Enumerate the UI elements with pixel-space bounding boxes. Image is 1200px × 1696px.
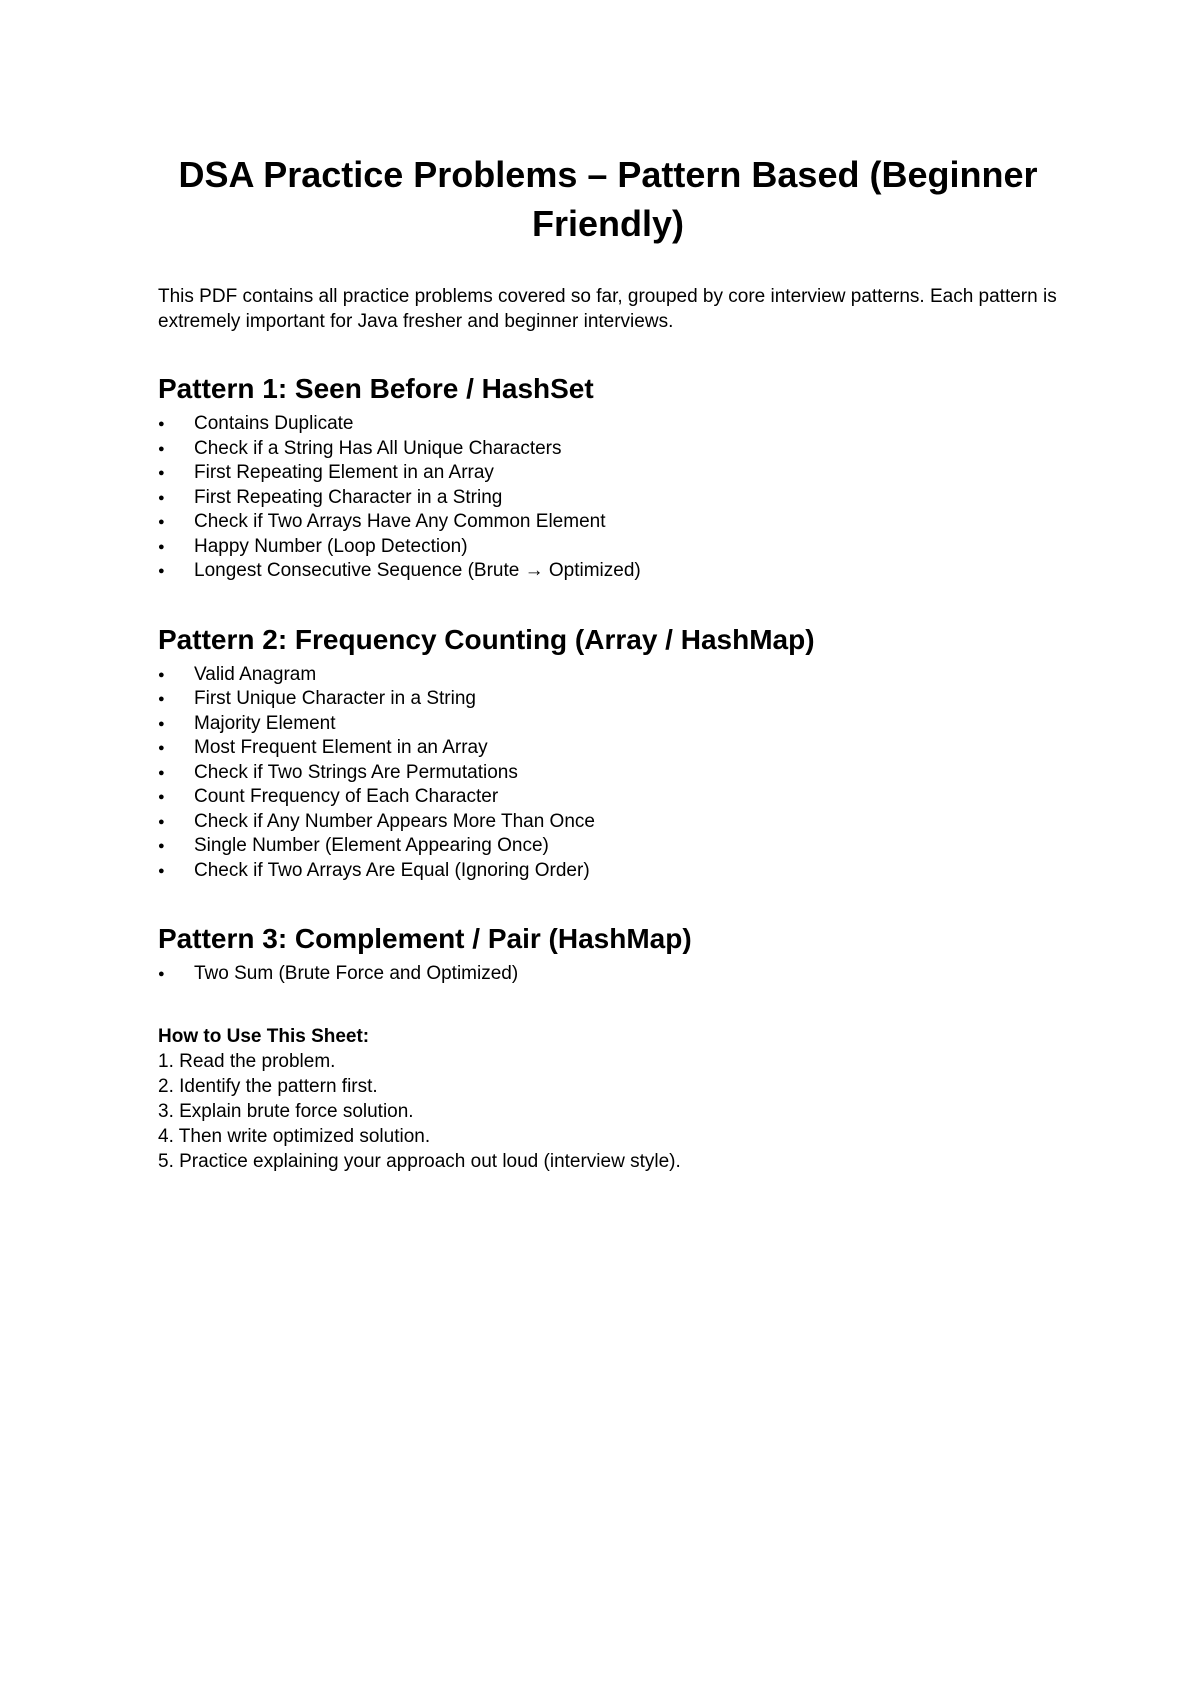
howto-step: 2. Identify the pattern first. — [158, 1075, 378, 1097]
list-item — [158, 412, 1058, 437]
bullet-icon: ● — [158, 766, 165, 779]
list-item — [158, 785, 1058, 810]
section-pattern-2 — [158, 623, 1058, 884]
list-item-label: Check if a String Has All Unique Characters — [194, 437, 562, 459]
howto-heading: How to Use This Sheet: — [158, 1025, 370, 1047]
list-item — [158, 962, 1058, 987]
section-heading: Pattern 3: Complement / Pair (HashMap) — [158, 923, 692, 954]
list-item — [158, 461, 1058, 486]
list-item-label: Longest Consecutive Sequence (Brute → Optimized) — [194, 560, 641, 581]
list-item — [158, 559, 1058, 584]
bullet-icon: ● — [158, 717, 165, 730]
intro-paragraph: This PDF contains all practice problems covered so far, grouped by core interview patterns. Each pattern is extremely important for Java fresher and beginner interviews. — [158, 286, 1057, 332]
list-item — [158, 834, 1058, 859]
bullet-icon: ● — [158, 516, 165, 528]
section-heading: Pattern 2: Frequency Counting (Array / HashMap) — [158, 623, 815, 655]
bullet-icon: ● — [158, 791, 165, 803]
list-item — [158, 810, 1058, 835]
list-item-label: First Repeating Character in a String — [194, 486, 503, 508]
problem-list — [158, 663, 1058, 884]
bullet-icon: ● — [158, 540, 165, 553]
list-item-label: Check if Two Arrays Have Any Common Element — [194, 511, 606, 532]
bullet-icon: ● — [158, 442, 165, 455]
howto-step: 3. Explain brute force solution. — [158, 1100, 414, 1122]
section-heading: Pattern 1: Seen Before / HashSet — [158, 373, 594, 404]
list-item-label: Majority Element — [194, 712, 336, 734]
bullet-icon: ● — [158, 467, 165, 479]
bullet-icon: ● — [158, 815, 165, 828]
list-item — [158, 535, 1058, 560]
section-pattern-1 — [158, 372, 1058, 584]
list-item-label: First Repeating Element in an Array — [194, 462, 494, 483]
bullet-icon: ● — [158, 565, 165, 577]
list-item — [158, 510, 1058, 535]
bullet-icon: ● — [158, 864, 165, 877]
howto-section — [158, 1024, 1058, 1174]
list-item-label: Contains Duplicate — [194, 413, 354, 434]
document-title: DSA Practice Problems – Pattern Based (Beginner Friendly) — [178, 154, 1038, 244]
howto-step: 1. Read the problem. — [158, 1050, 336, 1072]
list-item-label: Count Frequency of Each Character — [194, 786, 499, 807]
list-item — [158, 712, 1058, 737]
list-item — [158, 437, 1058, 462]
problem-list — [158, 412, 1058, 584]
bullet-icon: ● — [158, 668, 165, 681]
list-item-label: Most Frequent Element in an Array — [194, 737, 488, 758]
bullet-icon: ● — [158, 491, 165, 504]
list-item-label: First Unique Character in a String — [194, 688, 476, 709]
document-page — [158, 150, 1058, 1174]
bullet-icon: ● — [158, 968, 165, 980]
list-item-label: Check if Two Strings Are Permutations — [194, 761, 518, 783]
list-item-label: Valid Anagram — [194, 663, 317, 685]
list-item-label: Single Number (Element Appearing Once) — [194, 835, 549, 856]
bullet-icon: ● — [158, 693, 165, 705]
bullet-icon: ● — [158, 418, 165, 430]
list-item — [158, 736, 1058, 761]
list-item — [158, 859, 1058, 884]
list-item — [158, 761, 1058, 786]
bullet-icon: ● — [158, 742, 165, 754]
section-pattern-3 — [158, 922, 1058, 987]
list-item-label: Check if Two Arrays Are Equal (Ignoring Order) — [194, 859, 590, 881]
list-item — [158, 687, 1058, 712]
list-item — [158, 486, 1058, 511]
list-item-label: Check if Any Number Appears More Than Once — [194, 810, 595, 832]
howto-step: 5. Practice explaining your approach out loud (interview style). — [158, 1150, 681, 1172]
howto-step: 4. Then write optimized solution. — [158, 1125, 431, 1147]
list-item-label: Happy Number (Loop Detection) — [194, 535, 468, 557]
list-item-label: Two Sum (Brute Force and Optimized) — [194, 963, 519, 984]
bullet-icon: ● — [158, 840, 165, 852]
problem-list — [158, 962, 1058, 987]
list-item — [158, 663, 1058, 688]
